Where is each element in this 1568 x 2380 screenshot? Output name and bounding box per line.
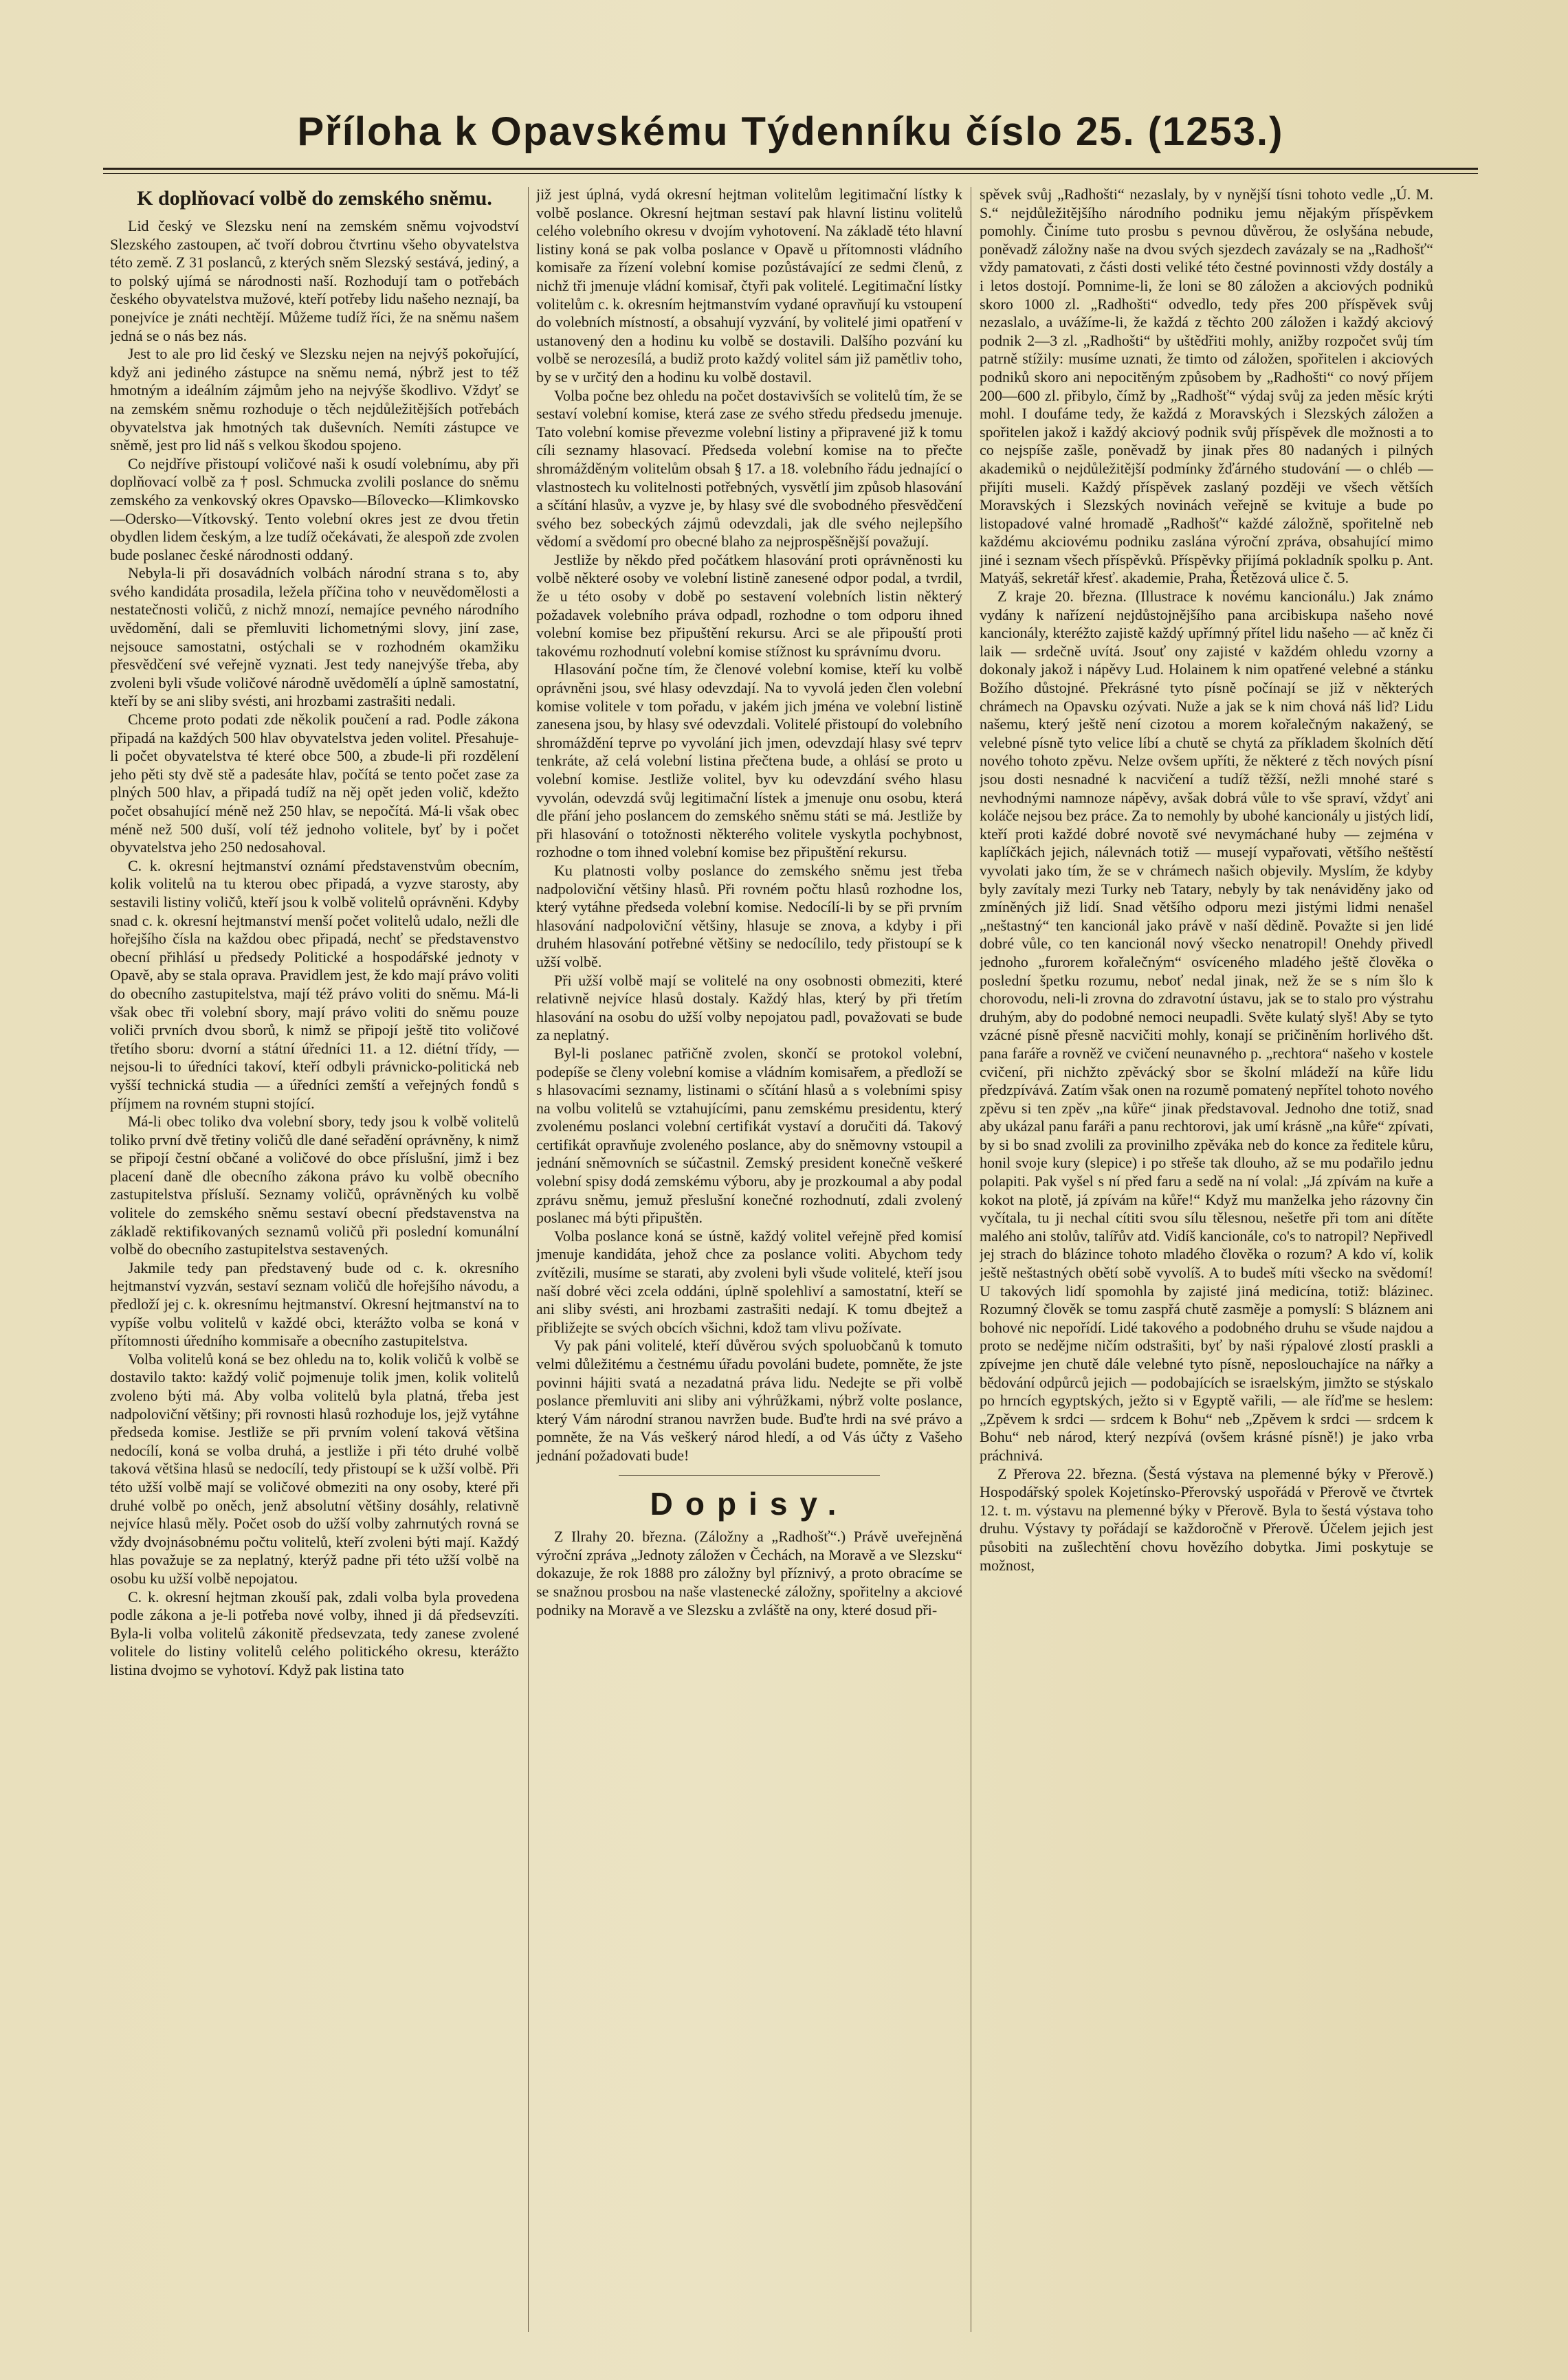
article-paragraph: Z Ilrahy 20. března. (Záložny a „Radhošť“.) Právě uveřejněná výroční zpráva „Jednoty záložen v Čechách, na Moravě a ve Slezsku“ dokazuje, že rok 1888 pro záložny byl příznivý, a proto obracíme se se snažnou prosbou na naše vlastenecké záložny, spořitelny a akciové podniky na Moravě a ve Slezsku a zvláště na ony, které dosud při- (536, 1528, 962, 1619)
article-paragraph: Jest to ale pro lid český ve Slezsku nejen na nejvýš pokořující, když ani jediného zástupce na sněmu nemá, nýbrž jest to též hmotným a ideálním zájmům jeho na nejvýše škodlivo. Vždyť se na zemském sněmu rozhoduje o těch nejdůležitějších potřebách obyvatelstva jak hmotných tak duševních. Nemíti zástupce ve sněmě, jest pro lid náš s velkou škodou spojeno. (110, 345, 519, 454)
article-headline: K doplňovací volbě do zemského sněmu. (137, 187, 492, 210)
column-2 (536, 186, 962, 2339)
column-3 (980, 186, 1433, 2339)
article-paragraph: C. k. okresní hejtman zkouší pak, zdali volba byla provedena podle zákona a je-li potřeba nové volby, ihned ji dá předsevzíti. Byla-li volba volitelů zákonitě předsevzata, tedy zanese zvolené volitele do listiny volitelů celého politického okresu, kterážto listina dvojmo se vyhotoví. Když pak listina tato (110, 1588, 519, 1678)
section-heading: Dopisy. (650, 1485, 849, 1522)
article-paragraph: Z kraje 20. března. (Illustrace k novému kancionálu.) Jak známo vydány k nařízení nejdůstojnějšího pana arcibiskupa našeho nové kancionály, kteréžto zajistě každý upřímný přítel lidu našeho — ač kněz či laik — srdečně uvítá. Jsouť ony zajisté v každém ohledu vzorny a dokonaly jakož i nápěvy Lud. Holainem k nim opatřené velebné a stánku Božího důstojné. Překrásné tyto písně počínají se již v některých chrámech na Opavsku ozývati. Nuže a jak se k nim chová náš lid? Lidu našemu, který ještě není cizotou a morem kořalečným nakažený, se velebné písně tyto velice líbí a chutě se chytá za příkladem školních dětí nového tohoto zpěvu. Nelze ovšem upříti, že některé z těch nových písní jsou dosti nesnadné k nacvičení a tudíž těžší, nežli mnohé staré s nevhodnými namnoze nápěvy, avšak dobrá vůle to vše spraví, vždyť ani koláče nejsou bez práce. Za to nemohly by ubohé kancionály u jistých lidí, kteří proti každé dobré novotě své nevymáchané huby — zejména v kaplíčkách jejich, nálevnách totiž — musejí vypařovati, většího neštěstí vyvolati jako tím, že se v chrámech našich objevily. Myslím, že kdyby byly zavítaly mezi Turky neb Tatary, nebyly by tak nenáviděny jako od zmíněných již lidí. Snad většího odporu mezi jistými lidmi nenašel „neštastný“ ten kancionál jako právě v naší dědině. Považte si jen lidé dobré vůle, co ten kancionál nový všecko nenatropil! Onehdy přivedl jednoho „furorem kořalečným“ osvíceného mladého ještě člověka o poslední špetku rozumu, neboť nedal jinak, než že se s ním šlo k chorovodu, neli-li zrovna do zdravotní ústavu, jak se to stalo pro výstrahu druhým, aby do podobné nemoci neupadli. Světe kulatý slyš! Aby se tyto vzácné písně přesně nacvičiti mohly, konají se pričiněním horlivého dšt. pana faráře a rovněž ve cvičení neunavného p. „rechtora“ našeho v kostele cvičení, při nichžto zpěvácký sbor se školní mládeží na kůře lidu předzpívává. Zatím však onen na rozumě pomatený nepřítel tohoto nového zpěvu si ten zpěv „na kůře“ jinak představoval. Jednoho dne totiž, snad aby ukázal panu faráři a panu rechtorovi, jak umí krásně „na kůře“ zpívati, by si bo snad zvolili za provinilho zpěváka neb do konce za ředitele kůru, honil svoje kury (slepice) i po střeše tak dlouho, až se mu podařilo jednu polapiti. Pak vyšel s ní před faru a sedě na ní volal: „Já zpívám na kuře a kokot na plotě, já zpívám na kůře!“ Když mu manželka jeho rázovny čin vyčítala, tu ji nechal cítiti svou sílu tělesnou, nešetře při tom ani dítěte malého ani stolův, talířův atd. Vidíš kancionále, co's to natropil? Nepřivedl jej strach do blázince tohoto mladého člověka o rozum? A kdo ví, kolik ještě neštastných obětí sobě vyvolíš. A to budeš míti všecko na svědomí! U takových lidí spomohla by zajisté jiná medicína, totiž: blázinec. Rozumný člověk se tomu zaspřá chutě zasměje a pomyslí: S bláznem ani bohové nic nepořídí. Lidé takového a podobného druhu se všude najdou a proto se nedějme ničím odstrašiti, byť by naši rýpalové zlostí praskli a zpívejme jen chutě dále velebné tyto písně, neposlouchajíce na nářky a bědování odpůrců jejich — podobajících se israelským, jimžto se stýskalo po hrncích egyptských, ježto si v Egyptě vařili, — ale říďme se heslem: „Zpěvem k srdci — srdcem k Bohu“ neb „Zpěvem k srdci — srdcem k Bohu“ neb národ, který nezpívá (ovšem krásné písně!) je jako vrba práchnivá. (980, 588, 1433, 1464)
article-paragraph: Nebyla-li při dosavádních volbách národní strana s to, aby svého kandidáta prosadila, ležela příčina toho v neuvědomělosti a nestatečnosti voličů, z nichž mnozí, nemajíce pevného národního uvědomění, dali se přemluviti lichometnými slovy, jiní zase, nejsouce samostatni, ostýchali se v rozhodném okamžiku přesvědčení své veřejně vyznati. Jest tedy nanejvýše třeba, aby zvoleni byli všude voličové národně uvědomělí a úplně samostatní, kteří by se ani sliby svésti, ani hrozbami zastrašiti nedali. (110, 564, 519, 710)
article-paragraph: Hlasování počne tím, že členové volební komise, kteří ku volbě oprávněni jsou, své hlasy odevzdají. Na to vyvolá jeden člen volební komise volitele v tom pořadu, v jakém jich jména ve volební listině zanesena jsou, by hlasy své odevzdali. Volitelé přistoupí do volebního shromáždění teprve po vyvolání jich jmen, odevzdají hlasy své teprv tenkráte, až celá volební listina přečtena bude, a ohlásí se proto u volební komise. Jestliže volitel, byv ku odevzdání svého hlasu vyvolán, odevzdá svůj legitimační lístek a jmenuje onu osobu, která dle přání jeho poslancem do zemského sněmu státi se má. Jestliže by při hlasování o totožnosti některého volitele vyskytla pochybnost, rozhodne o tom ihned volební komise bez připuštění rekursu. (536, 660, 962, 861)
article-paragraph: spěvek svůj „Radhošti“ nezaslaly, by v nynější tísni tohoto vedle „Ú. M. S.“ nejdůležitějšího národního podniku jemu nějakým příspěvkem pomohly. Činíme tuto prosbu s pevnou důvěrou, že oslyšána nebude, poněvadž záložny naše na dvou svých sjezdech zavázaly se na „Radhošť“ vždy pamatovati, z části dosti veliké této čestné povinnosti vždy dostály a i letos dostojí. Pomnime-li, že loni se 80 záložen a akciových podniků skoro 1000 zl. „Radhošti“ odvedlo, tedy přes 200 příspěvek svůj nezaslalo, a uvážíme-li, že každá z těchto 200 záložen i každý akciový podnik 2—3 zl. „Radhošti“ by uštědřiti mohly, anižby rozpočet svůj tím patrně stížily: musíme uznati, že timto od záložen, spořitelen i akciových podniků skoro ani nepocitěným způsobem by „Radhošti“ co nový příjem 200—600 zl. přibylo, čímž by „Radhošť“ výdaj svůj za jeden měsíc krýti mohl. I doufáme tedy, že každá z Moravských i Slezských záložen a spořitelen jakož i každý akciový podnik svůj příspěvek dle možnosti a to co nejspíše zašle, poněvadž by jinak přes 80 nadaných i pilných akademiků o nejdůležitější podmínky žďárného studování — o chléb — přijíti museli. Každý příspěvek zaslaný později ve všech větších Moravských i Slezských novinách veřejně se kvituje a bude po listopadové valné hromadě „Radhošť“ každé záložně, spořitelně neb každému akciovému podniku zaslána výroční zpráva, obsahující mimo jiné i seznam všech příspěvků. Příspěvky přijímá pokladník spolku p. Ant. Matyáš, sekretář křesť. akademie, Praha, Řetězová ulice č. 5. (980, 186, 1433, 587)
article-paragraph: Jakmile tedy pan představený bude od c. k. okresního hejtmanství vyzván, sestaví seznam voličů dle hořejšího návodu, a předloží jej c. k. okresnímu hejtmanství. Okresní hejtmanství na to vypíše volbu volitelů v každé obci, kterážto volba se koná v přítomnosti úředního kommisaře a obecního zastupitelstva. (110, 1258, 519, 1350)
article-paragraph: Byl-li poslanec patřičně zvolen, skončí se protokol volební, podepíše se členy volební komise a vládním komisařem, a předloží se s hlasovacími seznamy, listinami o sčítání hlasů a s volebními spisy na volbu volitelů se vztahujícími, panu zemskému presidentu, který zvolenému poslanci volební certifikát vystaví a doručiti dá. Takový certifikát opravňuje zvoleného poslance, aby do sněmovny vstoupil a jednání sněmovních se súčastnil. Zemský president konečně veškeré volební spisy dodá zemskému výboru, aby je prozkoumal a aby podal zprávu sněmu, jemuž přeslušní konečné rozhodnutí, zdali zvolený poslanec má býti připuštěn. (536, 1044, 962, 1227)
masthead (103, 96, 1478, 170)
masthead-rule-thin (103, 173, 1478, 174)
article-paragraph: Vy pak páni volitelé, kteří důvěrou svých spoluobčanů k tomuto velmi důležitému a čestnému úřadu povoláni budete, pomněte, že jste povinni hájiti svatá a nezadatná práva lidu. Nedejte se při volbě poslance přemluviti ani sliby ani výhrůžkami, nýbrž volte poslance, který Vám národní stranou navržen bude. Buďte hrdi na své právo a pomněte, že na Vás veškerý národ hledí, a od Vás účty z Vašeho jednání požadovati bude! (536, 1337, 962, 1464)
article-paragraph: Chceme proto podati zde několik poučení a rad. Podle zákona připadá na každých 500 hlav obyvatelstva jeden volitel. Přesahuje-li počet obyvatelstva té které obce 500, a zbude-li při rozdělení jeho pěti sty dvě stě a padesáte hlav, počítá se tento počet zase za plných 500 hlav, a připadá tudíž na něj opět jeden volič, kdežto počet obsahující méně než 250 hlav, se nepočítá. Má-li však obec méně než 500 duší, volí též jednoho volitele, byť by i počet obyvatelstva jeho 250 nedosahoval. (110, 711, 519, 856)
section-separator (619, 1475, 880, 1476)
article-paragraph: Co nejdříve přistoupí voličové naši k osudí volebnímu, aby při doplňovací volbě za † posl. Schmucka zvolili poslance do sněmu zemského za venkovský okres Opavsko—Bílovecko—Klimkovsko—Odersko—Vítkovský. Tento volební okres jest ze dvou třetin obydlen lidem českým, a lze tudíž očekávati, že alespoň zde zvolen bude poslanec české národnosti oddaný. (110, 454, 519, 564)
article-paragraph: C. k. okresní hejtmanství oznámí představenstvům obecním, kolik volitelů na tu kterou obec připadá, a vyzve starosty, aby sestavili listiny voličů, kteří jsou k volbě volitelů oprávněni. Kdyby snad c. k. okresní hejtmanství menší počet volitelů udalo, nežli dle hořejšího čísla na každou obec připadá, nechť se představenstvo obecní přihlásí u předsedy Politické a hospodářské jednoty v Opavě, aby se stala oprava. Pravidlem jest, že kdo mají právo voliti do obecního zastupitelstva, mají též právo voliti do sněmu. Má-li však obec tři volební sbory, mají právo voliti do sněmu pouze voliči prvních dvou sborů, k nimž se připojí ještě tito voličové třetího sboru: dvorní a státní úředníci 11. a 12. diétní třídy, — nejsou-li to úředníci takoví, kteří odbyli právnicko-politická neb vyšší technická studia — a úředníci zemští a veřejných fondů s příjmem na rovném stupni stojící. (110, 856, 519, 1112)
masthead-rule (103, 168, 1478, 170)
article-paragraph: Lid český ve Slezsku není na zemském sněmu vojvodství Slezského zastoupen, ač tvoří dobrou čtvrtinu všeho obyvatelstva této země. Z 31 poslanců, z kterých sněm Slezský sestává, jediný, a to polský ujímá se národnosti naší. Rozhodují tam o potřebách českého obyvatelstva mužové, kteří potřeby lidu našeho neznají, ba ponejvíce je znáti nechtějí. Můžeme tudíž říci, že na sněmu našem jedná se o nás bez nás. (110, 217, 519, 344)
article-paragraph: již jest úplná, vydá okresní hejtman volitelům legitimační lístky k volbě poslance. Okresní hejtman sestaví pak hlavní listinu volitelů celého volebního okresu v dvojím vyhotovení. Na základě této hlavní listiny koná se pak volba poslance v Opavě u přítomnosti vládního komisaře za řízení volební komise pozůstávající ze sedmi členů, z nichž tři jmenuje vládní komisař, čtyři pak volitelé. Legitimační lístky volitelům c. k. okresním hejtmanstvím vydané opravňují ku vstoupení do volebních místností, a obsahují vyzvání, by volitelé jimi opatření v ustanovený den a hodinu ku volbě se dostavili. Dalšího pozvání ku volbě se nerozesílá, a budiž proto každý volitel sám již pamětliv toho, by se v určitý den a hodinu ku volbě dostavil. (536, 186, 962, 386)
article-paragraph: Má-li obec toliko dva volební sbory, tedy jsou k volbě volitelů toliko první dvě třetiny voličů dle dané seřadění oprávněny, k nimž se připojí čestní občané a voličové do obce příslušní, jimž i bez placení daně dle obecního zákona právo ku volbě obecního zastupitelstva přísluší. Seznamy voličů, oprávněných ku volbě volitele do zemského sněmu sestaví obecní představenstva na základě rektifikovaných seznamů voličů při poslední komunální volbě do obecního zastupitelstva sestavených. (110, 1113, 519, 1258)
article-paragraph: Ku platnosti volby poslance do zemského sněmu jest třeba nadpoloviční většiny hlasů. Při rovném počtu hlasů rozhodne los, který vytáhne předseda volební komise. Nedocílí-li by se při prvním hlasování nadpoloviční většiny, hlasuje se znova, a kdyby i při druhém hlasování potřebné většiny se nedocílilo, tedy přistoupí se k užší volbě. (536, 861, 962, 970)
article-paragraph: Volba poslance koná se ústně, každý volitel veřejně před komisí jmenuje kandidáta, jehož chce za poslance voliti. Abychom tedy zvítězili, musíme se starati, aby zvoleni byli všude volitelé, kteří jsou naší dobré věci zcela oddáni, úplně spolehliví a samostatní, kteří se ani sliby svésti, ani hrozbami zastrašiti nedají. K tomu dbejtež a přibližejte se svých obcích všichni, kdož tam vlivu požívate. (536, 1227, 962, 1336)
article-paragraph: Z Přerova 22. března. (Šestá výstava na plemenné býky v Přerově.) Hospodářský spolek Kojetínsko-Přerovský uspořádá v Přerově ve čtvrtek 12. t. m. výstavu na plemenné býky v Přerově. Byla to šestá výstava toho druhu. Výstavy ty pořádají se každoročně v Přerově. Účelem jejich jest působiti na zušlechtění chovu hovězího dobytka. Jimi poskytuje se možnost, (980, 1465, 1433, 1574)
article-paragraph: Při užší volbě mají se volitelé na ony osobnosti obmeziti, které relativně nejvíce hlasů dostaly. Každý hlas, který by při třetím hlasování na osobu do užší volby nepojatou padl, považovati se bude za neplatný. (536, 971, 962, 1044)
column-1 (110, 186, 519, 2339)
article-paragraph: Jestliže by někdo před počátkem hlasování proti oprávněnosti ku volbě některé osoby ve volební listině zanesené odpor podal, a tvrdil, že u této osoby v době po sestavení volebních listin některý požadavek volebního práva odpadl, rozhodne o tom odporu ihned volební komise bez připuštění rekursu. Arci se ale připouští proti takovému rozhodnutí volební komise stížnost ku správnímu dvoru. (536, 550, 962, 660)
page-title: Příloha k Opavskému Týdenníku číslo 25. (1253.) (297, 109, 1284, 154)
article-paragraph: Volba volitelů koná se bez ohledu na to, kolik voličů k volbě se dostavilo takto: každý volič pojmenuje tolik jmen, kolik volitelů zvoleno býti má. Aby volba volitelů byla platná, třeba jest nadpoloviční většiny; při rovnosti hlasů rozhoduje los, jejž vytáhne předseda komise. Jestliže se při prvním volení taková většina nedocílí, koná se volba druhá, a jestliže i při této druhé volbě taková většina hlasů se nedocílí, tedy přistoupí se k užší volbě. Při této užší volbě mají se voličové obmeziti na ony osoby, které při druhé volbě po oněch, jenž absolutní většiny dosáhly, relativně nejvíce hlasů měly. Počet osob do užší volby zahrnutých rovná se vždy dvojnásobnému počtu volitelů, kteří zvoleni býti mají. Každý hlas považuje se za neplatný, kterýž padne při této užší volbě na osobu ku užší volbě nepojatou. (110, 1350, 519, 1587)
column-divider (528, 187, 529, 2332)
article-paragraph: Volba počne bez ohledu na počet dostavivších se volitelů tím, že se sestaví volební komise, která zase ze svého středu předsedu jmenuje. Tato volební komise převezme volební listiny a připravené již k tomu cíli seznamy hlasovací. Předseda volební komise na to přečte shromážděným volitelům obsah § 17. a 18. volebního řádu jednající o vlastnostech ku volitelnosti potřebných, vysvětlí jim způsob hlasování a sčítání hlasův, a vyzve je, by hlasy své dle svobodného přesvědčení svého bez sobeckých zájmů odevzdali, jak dle svého nejlepšího vědomí a svědomí pro obecné blaho za nejprospěšnější považují. (536, 386, 962, 550)
